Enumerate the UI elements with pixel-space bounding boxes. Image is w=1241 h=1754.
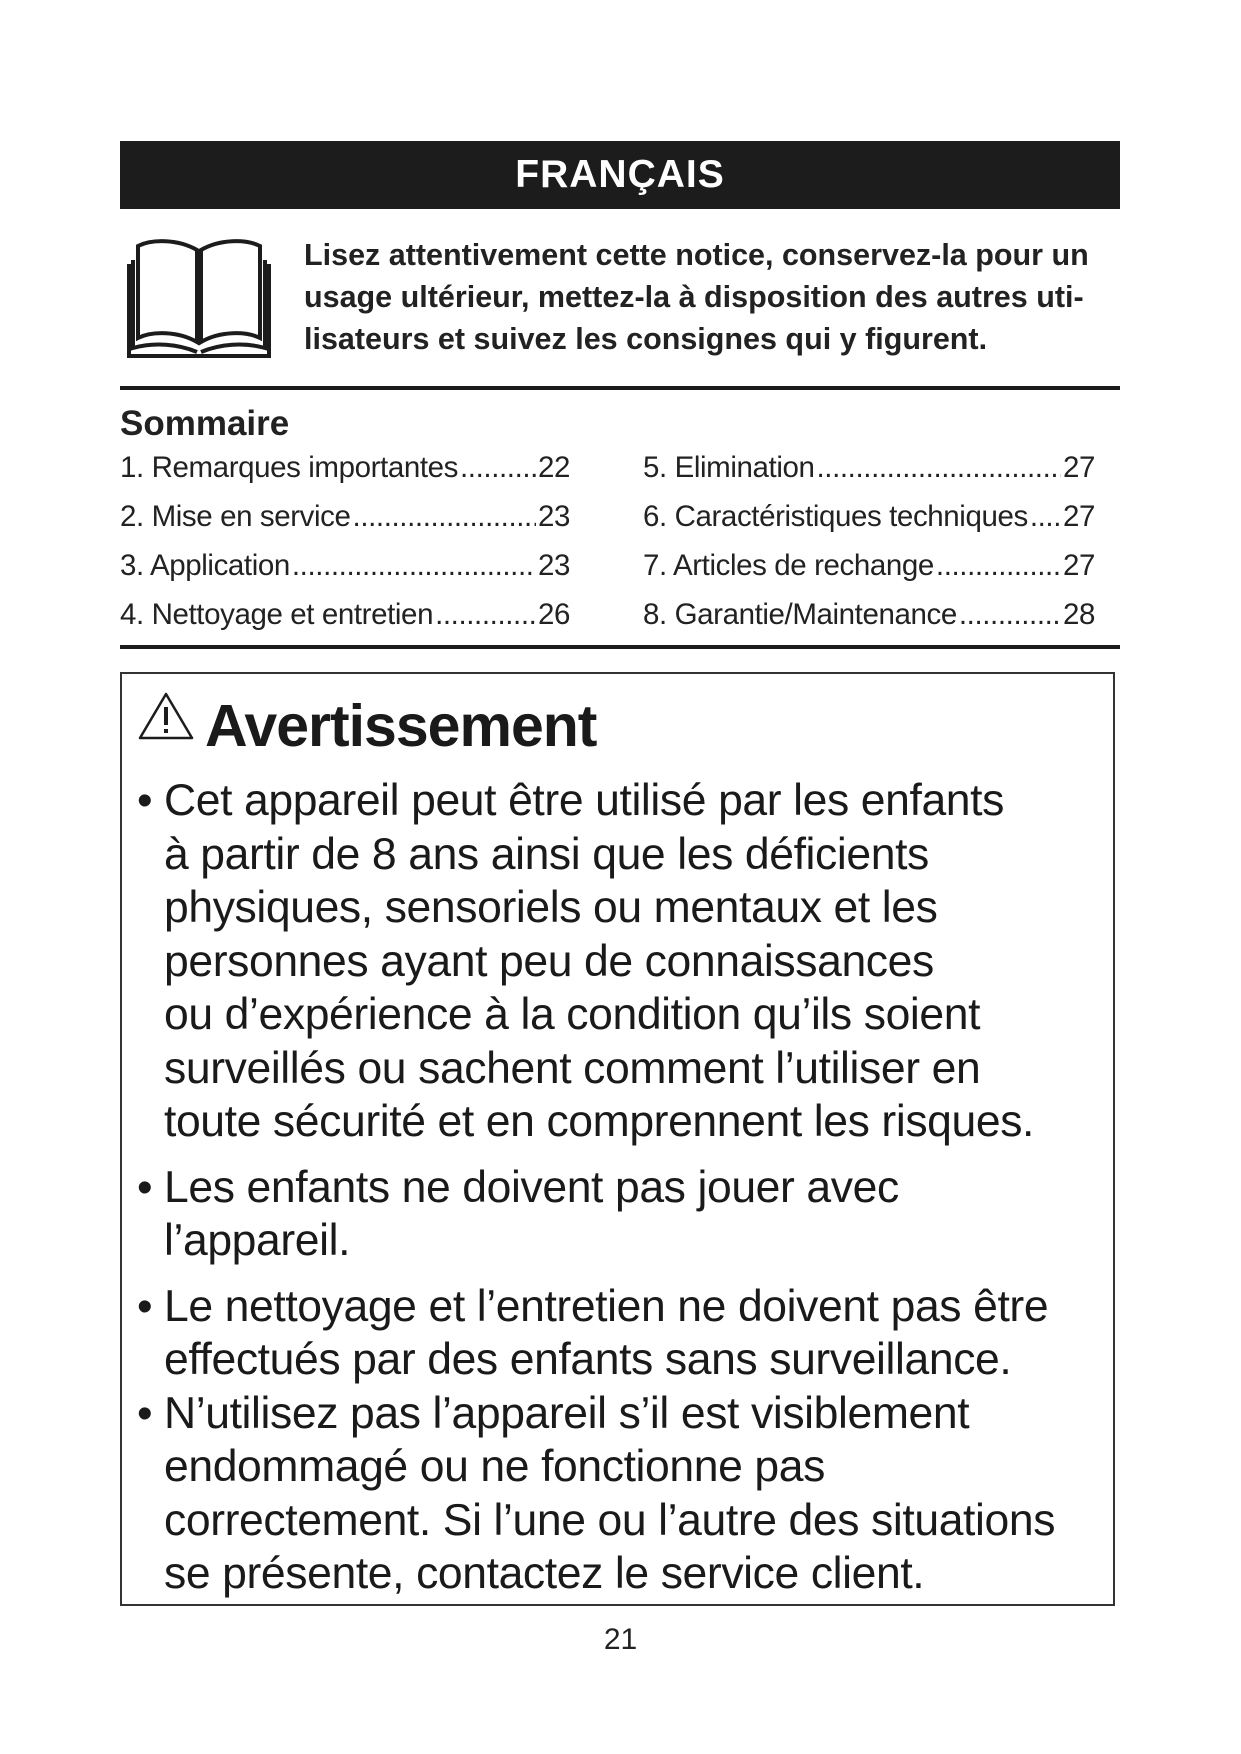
warning-line: endommagé ou ne fonctionne pas <box>164 1442 825 1491</box>
warning-item <box>137 1161 1097 1268</box>
warning-line: se présente, contactez le service client. <box>164 1549 925 1598</box>
warning-line: Cet appareil peut être utilisé par les enfants <box>164 776 1004 825</box>
toc-entry-page: 22 <box>537 451 570 484</box>
divider-bottom <box>120 645 1120 649</box>
warning-item <box>137 1280 1097 1387</box>
warning-line: correctement. Si l’une ou l’autre des situations <box>164 1495 1056 1545</box>
bullet: • <box>137 776 153 825</box>
warning-line: personnes ayant peu de connaissances <box>164 936 934 986</box>
toc-leader-dots <box>292 546 536 586</box>
toc-entry-label: 6. Caractéristiques techniques <box>643 500 1028 533</box>
warning-line: physiques, sensoriels ou mentaux et les <box>164 883 938 932</box>
warning-line: ou d’expérience à la condition qu’ils soient <box>164 990 981 1039</box>
language-label: FRANÇAIS <box>515 153 725 196</box>
bullet: • <box>137 1162 153 1212</box>
toc-leader-dots <box>460 448 536 488</box>
warning-item <box>137 774 1097 1149</box>
toc-entry-label: 1. Remarques importantes <box>120 451 459 484</box>
toc-leader-dots <box>817 448 1061 488</box>
language-header <box>120 141 1120 209</box>
toc-entry-page: 23 <box>537 549 570 582</box>
toc-entry-label: 7. Articles de rechange <box>643 549 934 582</box>
warning-line: toute sécurité et en comprennent les risques. <box>164 1097 1035 1146</box>
warning-line: Les enfants ne doivent pas jouer avec <box>164 1162 899 1212</box>
toc-entry-label: 8. Garantie/Maintenance <box>643 598 957 631</box>
intro-line: usage ultérieur, mettez-la à disposition des autres uti- <box>304 280 1084 314</box>
toc-entry-label: 3. Application <box>120 549 290 582</box>
toc-leader-dots <box>1030 497 1061 537</box>
toc-column-left <box>120 448 570 644</box>
open-book-icon <box>126 236 272 362</box>
toc-entry <box>120 546 570 595</box>
toc-entry <box>120 448 570 497</box>
toc-entry <box>643 595 1095 644</box>
intro-line: Lisez attentivement cette notice, conservez-la pour un <box>304 238 1089 272</box>
intro-notice <box>304 234 1134 360</box>
page-number: 21 <box>603 1623 638 1656</box>
divider-top <box>120 386 1120 390</box>
warning-line: N’utilisez pas l’appareil s’il est visiblement <box>164 1388 970 1438</box>
toc-leader-dots <box>959 595 1061 635</box>
toc-column-right <box>643 448 1095 644</box>
toc-entry-page: 23 <box>537 500 570 533</box>
toc-entry <box>643 546 1095 595</box>
toc-leader-dots <box>936 546 1061 586</box>
warning-triangle-icon <box>137 690 195 742</box>
toc-entry <box>120 595 570 644</box>
toc-entry-label: 4. Nettoyage et entretien <box>120 598 434 631</box>
warning-list <box>137 774 1097 1601</box>
toc-entry <box>643 497 1095 546</box>
toc-leader-dots <box>353 497 536 537</box>
toc-entry-page: 28 <box>1062 598 1095 631</box>
toc-entry-page: 27 <box>1062 500 1095 533</box>
toc-entry-page: 27 <box>1062 451 1095 484</box>
toc-title: Sommaire <box>120 404 290 443</box>
bullet: • <box>137 1388 153 1438</box>
intro-line: lisateurs et suivez les consignes qui y figurent. <box>304 322 988 356</box>
warning-line: Le nettoyage et l’entretien ne doivent pas être <box>164 1281 1049 1331</box>
toc-entry <box>120 497 570 546</box>
toc-entry-label: 5. Elimination <box>643 451 815 484</box>
toc-entry-page: 26 <box>537 598 570 631</box>
toc-entry-page: 27 <box>1062 549 1095 582</box>
toc-entry <box>643 448 1095 497</box>
warning-item <box>137 1387 1097 1601</box>
toc-leader-dots <box>435 595 536 635</box>
warning-line: effectués par des enfants sans surveillance. <box>164 1335 1012 1384</box>
warning-title: Avertissement <box>205 693 597 759</box>
warning-line: à partir de 8 ans ainsi que les déficients <box>164 829 929 879</box>
warning-line: surveillés ou sachent comment l’utiliser en <box>164 1043 981 1093</box>
bullet: • <box>137 1281 153 1331</box>
toc-entry-label: 2. Mise en service <box>120 500 351 533</box>
warning-line: l’appareil. <box>164 1216 351 1265</box>
